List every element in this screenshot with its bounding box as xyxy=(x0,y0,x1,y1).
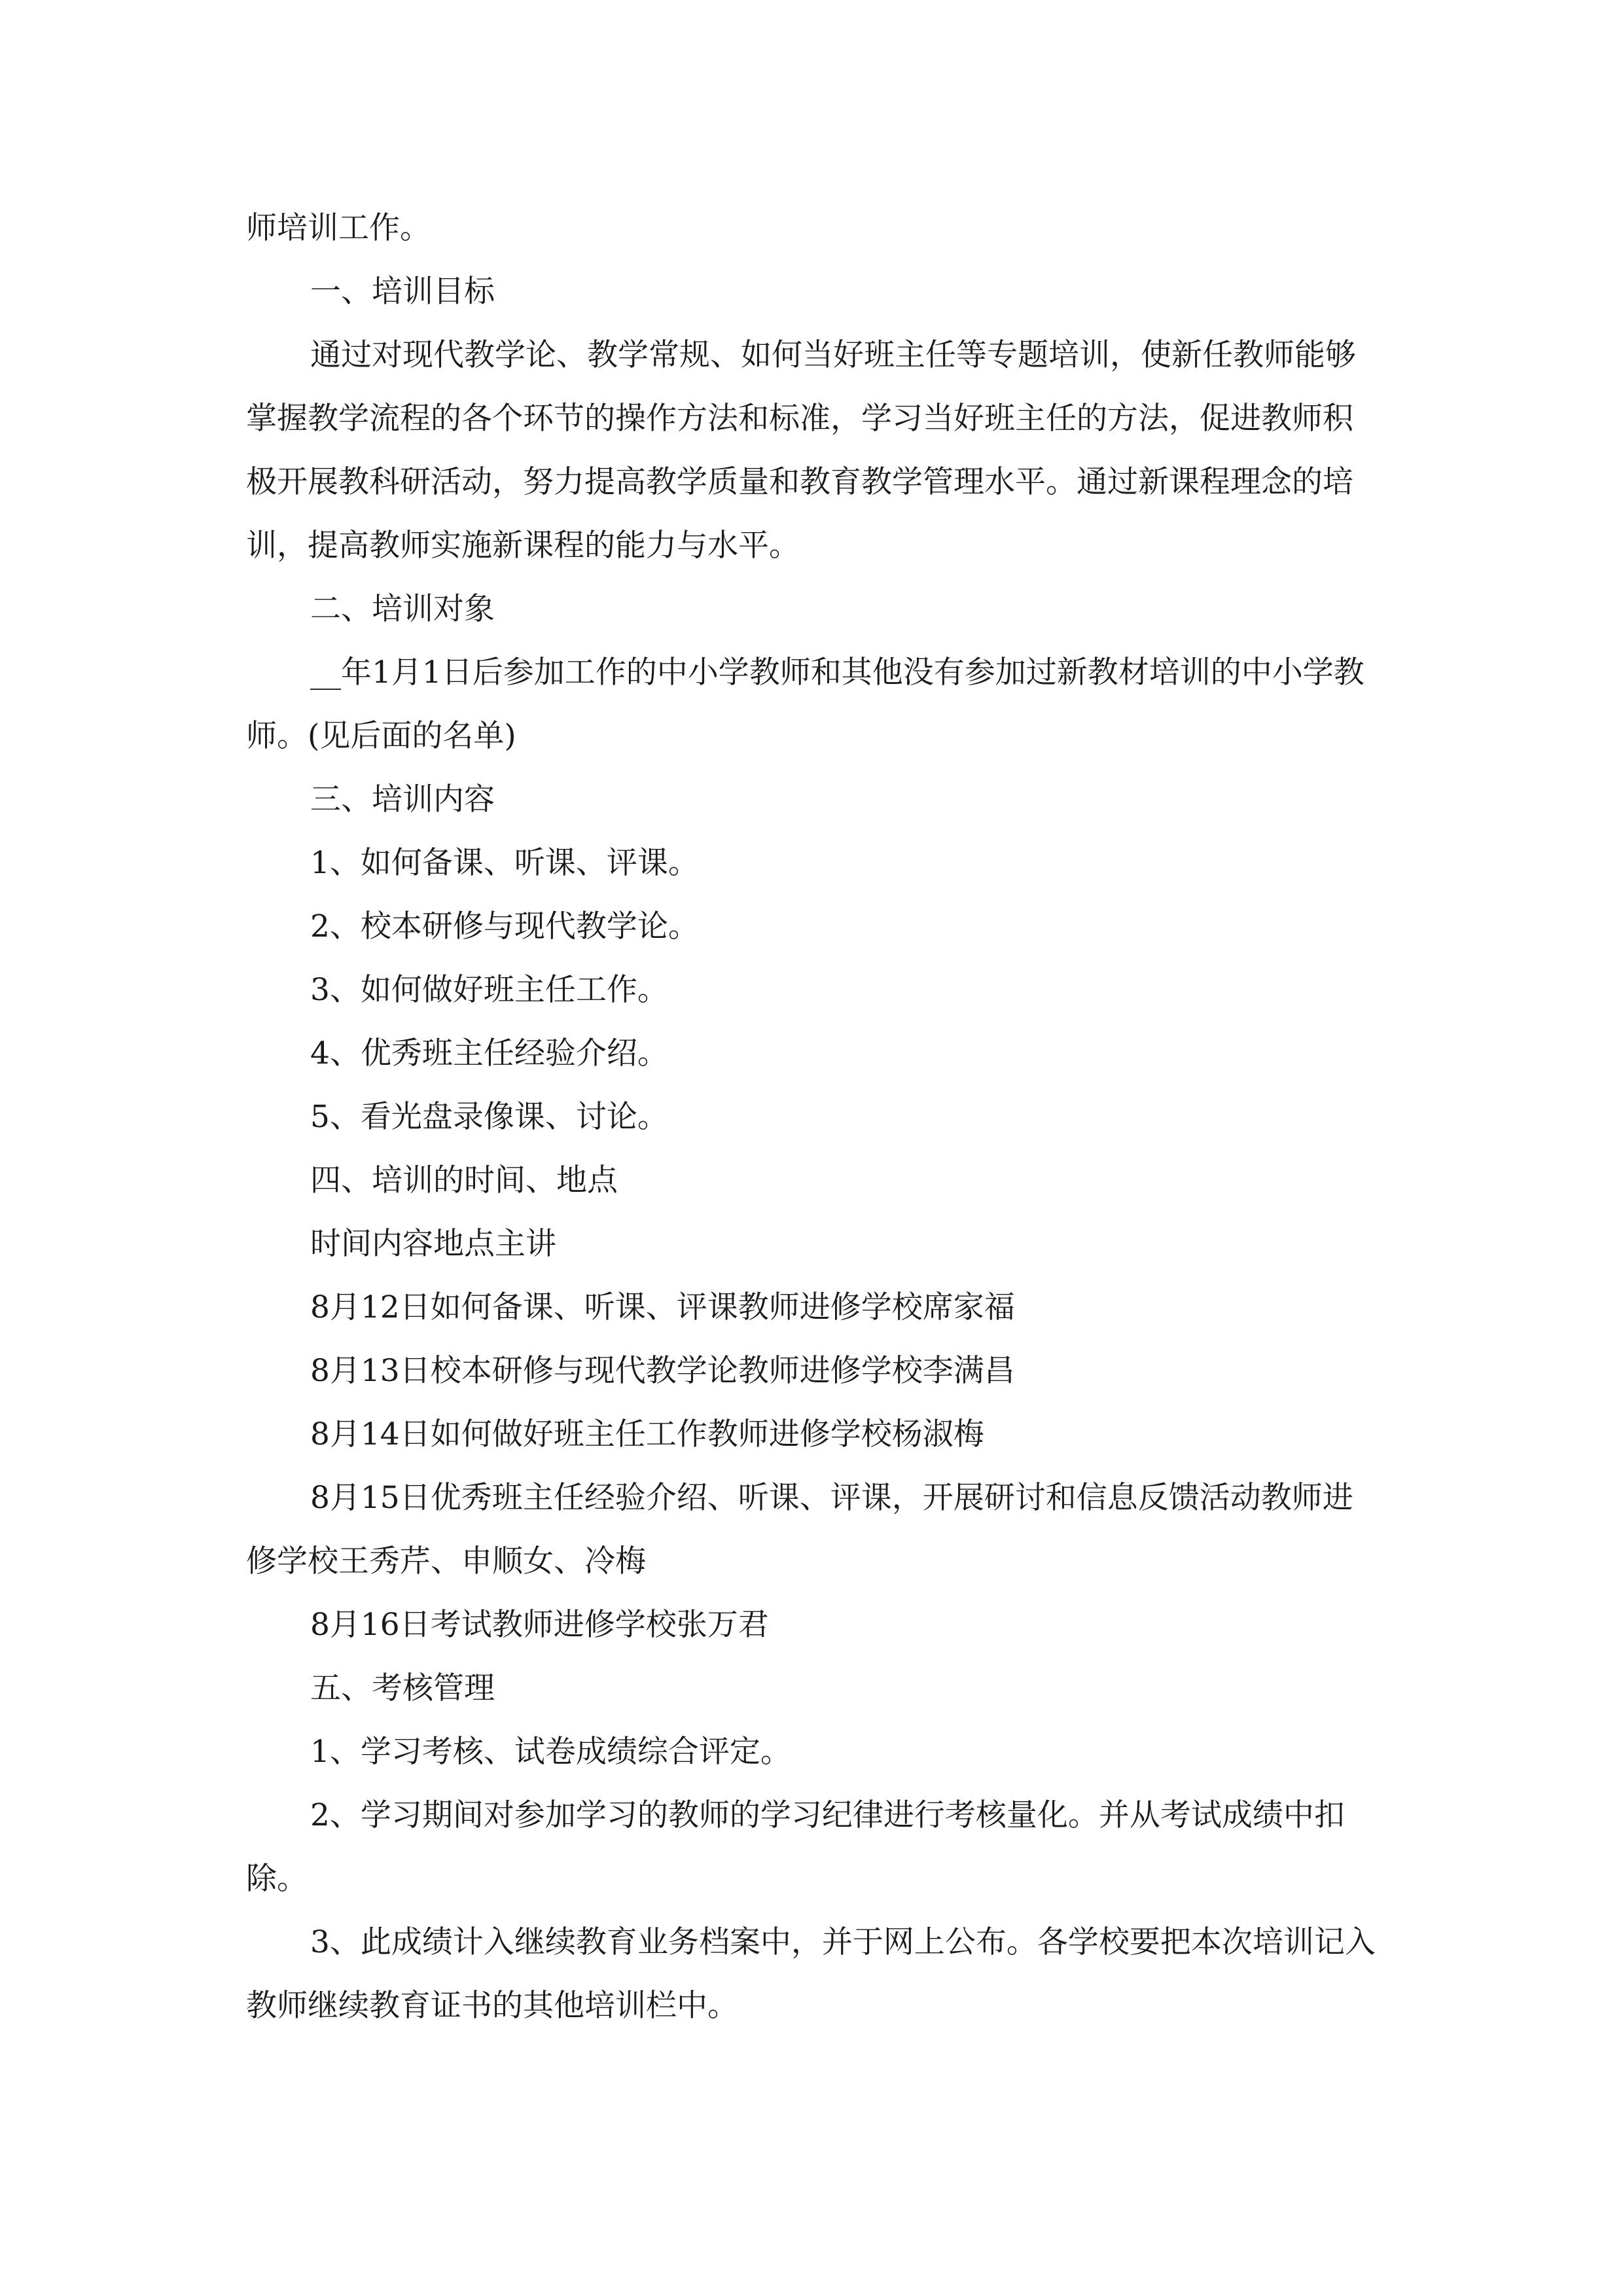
schedule-row-aug-16: 8月16日考试教师进修学校张万君 xyxy=(310,1607,769,1643)
assessment-item-2: 2、学习期间对参加学习的教师的学习纪律进行考核量化。并从考试成绩中扣除。 xyxy=(246,1797,1345,1897)
schedule-row-aug-14: 8月14日如何做好班主任工作教师进修学校杨淑梅 xyxy=(310,1416,984,1452)
content-item-3: 3、如何做好班主任工作。 xyxy=(310,972,668,1008)
paragraph-training-targets: __年1月1日后参加工作的中小学教师和其他没有参加过新教材培训的中小学教师。(见后面的名单) xyxy=(246,655,1364,754)
heading-training-goals: 一、培训目标 xyxy=(310,274,495,310)
heading-training-content: 三、培训内容 xyxy=(310,781,495,817)
assessment-item-1: 1、学习考核、试卷成绩综合评定。 xyxy=(310,1734,791,1770)
heading-assessment: 五、考核管理 xyxy=(310,1670,495,1706)
content-item-2: 2、校本研修与现代教学论。 xyxy=(310,908,699,944)
heading-time-location: 四、培训的时间、地点 xyxy=(310,1162,618,1198)
paragraph-training-goals: 通过对现代教学论、教学常规、如何当好班主任等专题培训，使新任教师能够掌握教学流程的各个环节的操作方法和标准，学习当好班主任的方法，促进教师积极开展教科研活动，努力提高教学质量和教育教学管理水平。通过新课程理念的培训，提高教师实施新课程的能力与水平。 xyxy=(246,337,1356,564)
schedule-row-aug-13: 8月13日校本研修与现代教学论教师进修学校李满昌 xyxy=(310,1353,1015,1389)
paragraph-continuation: 师培训工作。 xyxy=(246,210,431,246)
heading-training-targets: 二、培训对象 xyxy=(310,591,495,627)
schedule-row-aug-15: 8月15日优秀班主任经验介绍、听课、评课，开展研讨和信息反馈活动教师进修学校王秀芹、申顺女、冷梅 xyxy=(246,1480,1353,1579)
schedule-row-aug-12: 8月12日如何备课、听课、评课教师进修学校席家福 xyxy=(310,1289,1015,1325)
document-body xyxy=(246,196,1378,2037)
assessment-item-3: 3、此成绩计入继续教育业务档案中，并于网上公布。各学校要把本次培训记入教师继续教育证书的其他培训栏中。 xyxy=(246,1924,1376,2024)
schedule-header: 时间内容地点主讲 xyxy=(310,1226,556,1262)
content-item-1: 1、如何备课、听课、评课。 xyxy=(310,845,699,881)
content-item-5: 5、看光盘录像课、讨论。 xyxy=(310,1099,668,1135)
content-item-4: 4、优秀班主任经验介绍。 xyxy=(310,1035,668,1071)
